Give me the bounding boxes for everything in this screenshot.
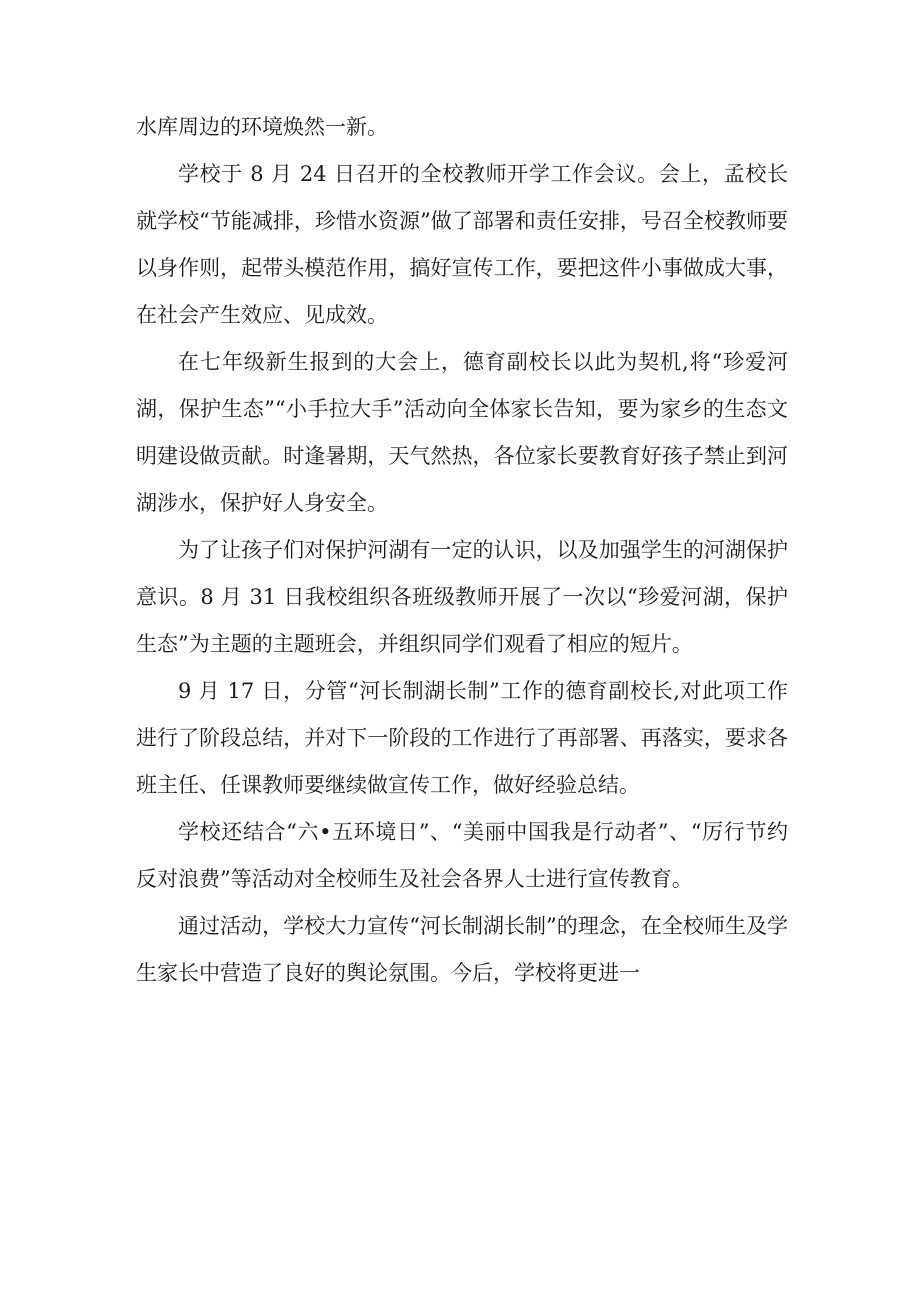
paragraph-class-meeting: 为了让孩子们对保护河湖有一定的认识，以及加强学生的河湖保护意识。8 月 31 日我校组织各班级教师开展了一次以“珍爱河湖，保护生态”为主题的主题班会，并组织同学们观看了相应的短片。 xyxy=(136,538,788,656)
paragraph-staff-meeting: 学校于 8 月 24 日召开的全校教师开学工作会议。会上，孟校长就学校“节能减排，珍惜水资源”做了部署和责任安排，号召全校教师要以身作则，起带头模范作用，搞好宣传工作，要把这件小事做成大事，在社会产生效应、见成效。 xyxy=(136,162,788,327)
paragraph-stage-summary: 9 月 17 日，分管“河长制湖长制”工作的德育副校长,对此项工作进行了阶段总结，并对下一阶段的工作进行了再部署、再落实，要求各班主任、任课教师要继续做宣传工作，做好经验总结。 xyxy=(136,679,788,797)
paragraph-continuation: 水库周边的环境焕然一新。 xyxy=(136,115,388,139)
paragraph-conclusion: 通过活动，学校大力宣传“河长制湖长制”的理念，在全校师生及学生家长中营造了良好的舆论氛围。今后，学校将更进一 xyxy=(136,914,788,985)
paragraph-grade7-assembly: 在七年级新生报到的大会上，德育副校长以此为契机,将“珍爱河湖，保护生态”“小手拉大手”活动向全体家长告知，要为家乡的生态文明建设做贡献。时逢暑期，天气然热，各位家长要教育好孩子禁止到河湖涉水，保护好人身安全。 xyxy=(136,350,788,515)
body-text xyxy=(136,104,788,997)
paragraph-environment-day: 学校还结合“六•五环境日”、“美丽中国我是行动者”、“厉行节约反对浪费”等活动对全校师生及社会各界人士进行宣传教育。 xyxy=(136,820,788,891)
